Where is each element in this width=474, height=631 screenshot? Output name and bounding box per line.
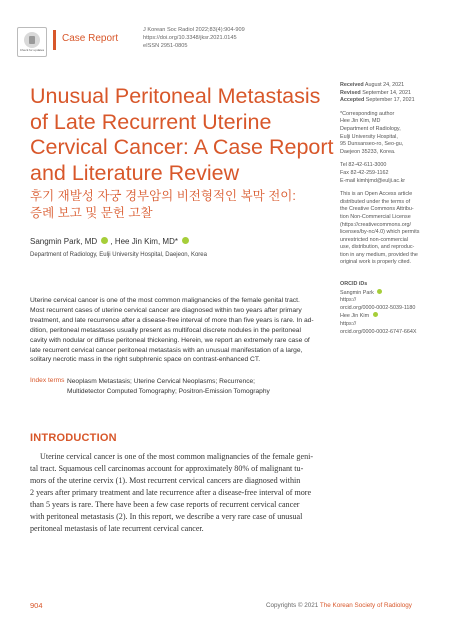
license-line: This is an Open Access article — [340, 191, 413, 198]
article-sidebar — [340, 82, 458, 336]
society-name: The Korean Society of Radiology — [319, 602, 412, 609]
abstract-line: cavity with nodular or diffuse peritoneal thickening. Herein, we report an extremely rare case of — [30, 336, 310, 344]
introduction-body — [30, 451, 340, 535]
abstract-line: Uterine cervical cancer is one of the most common malignancies of the female genital tract. — [30, 297, 300, 304]
article-title — [30, 84, 334, 186]
journal-eissn: eISSN 2951-0805 — [143, 43, 188, 49]
license-line: unrestricted non-commercial — [340, 236, 409, 243]
address-line: Hee Jin Kim, MD — [340, 118, 381, 125]
author-affiliation: Department of Radiology, Eulji University Hospital, Daejeon, Korea — [30, 252, 207, 258]
contact-tel: Tel 82-42-611-3000 — [340, 162, 387, 169]
accepted-label: Accepted — [340, 97, 365, 104]
abstract-line: late recurrent cervical cancer peritoneal metastasis with an unusual manifestation of a large, — [30, 346, 303, 354]
index-terms-line: Neoplasm Metastasis; Uterine Cervical Neoplasms; Recurrence; — [67, 378, 255, 385]
intro-line: than 5 years is rare. There have been a few case reports of recurrent cervical cancer — [30, 500, 300, 509]
page-number: 904 — [30, 601, 43, 610]
journal-info — [143, 26, 245, 50]
article-dates — [340, 82, 458, 105]
abstract — [30, 296, 330, 365]
license-line: use, distribution, and reproduc- — [340, 244, 415, 251]
check-for-updates-label: Check for updates — [19, 48, 45, 52]
orcid-heading: ORCID iDs — [340, 281, 368, 288]
intro-line: with peritoneal metastasis (2). In this report, we describe a very rare case of unusual — [30, 512, 303, 521]
intro-line: 2 years after primary treatment and late recurrence after a disease-free interval of more — [30, 488, 312, 497]
license-line: distributed under the terms of — [340, 198, 411, 205]
title-line: Cervical Cancer: A Case Report — [30, 135, 334, 159]
license-link[interactable]: (https://creativecommons.org/ — [340, 221, 412, 228]
header-accent-bar — [53, 30, 56, 50]
license-line: licenses/by-nc/4.0) which permits — [340, 229, 420, 236]
address-line: 95 Dunsanseo-ro, Seo-gu, — [340, 141, 404, 148]
korean-title-line: 증례 보고 및 문헌 고찰 — [30, 206, 153, 220]
contact-info — [340, 162, 458, 185]
title-line: and Literature Review — [30, 160, 240, 185]
introduction-heading: INTRODUCTION — [30, 432, 117, 444]
abstract-line: dition, peritoneal metastases usually present as multifocal discrete nodules in the peritoneal — [30, 326, 301, 334]
author-list: Sangmin Park, MD , Hee Jin Kim, MD* — [30, 237, 191, 246]
accepted-date: September 17, 2021 — [365, 97, 415, 104]
license-line: tion Non-Commercial License — [340, 213, 411, 220]
abstract-line: treatment, and late recurrence after a disease-free interval of more than five years is rare. In ad- — [30, 316, 314, 324]
license-line: tion in any medium, provided the — [340, 251, 418, 258]
intro-line: peritoneal metastasis of late recurrent cervical cancer. — [30, 524, 204, 533]
article-category: Case Report — [62, 33, 119, 44]
address-line: Eulji University Hospital, — [340, 133, 398, 140]
address-line: *Corresponding author — [340, 110, 395, 117]
bookmark-icon — [24, 32, 40, 48]
copyright-prefix: Copyrights © 2021 — [266, 602, 319, 609]
orcid-icon — [373, 312, 378, 317]
korean-title — [30, 188, 296, 222]
orcid-icon — [377, 289, 382, 294]
orcid-icon[interactable] — [182, 237, 189, 244]
orcid-link[interactable]: orcid.org/0000-0002-6747-664X — [340, 328, 417, 335]
author-name: Hee Jin Kim, MD* — [114, 237, 178, 246]
intro-line: Uterine cervical cancer is one of the most common malignancies of the female geni- — [40, 452, 314, 461]
journal-doi-link[interactable]: https://doi.org/10.3348/jksr.2021.0145 — [143, 35, 237, 41]
received-label: Received — [340, 82, 364, 88]
abstract-line: Most recurrent cases of uterine cervical cancer are diagnosed within two years after primary — [30, 306, 302, 314]
orcid-link[interactable]: https:// — [340, 297, 357, 304]
orcid-author-name: Hee Jin Kim — [340, 313, 370, 320]
received-date: August 24, 2021 — [364, 82, 405, 88]
license-line: original work is properly cited. — [340, 259, 412, 266]
abstract-line: solitary necrotic mass in the right subphrenic space on contrast-enhanced CT. — [30, 356, 261, 364]
check-for-updates-badge[interactable] — [17, 27, 47, 57]
contact-fax: Fax 82-42-259-1162 — [340, 169, 389, 176]
index-terms — [67, 377, 270, 397]
author-name: Sangmin Park, MD — [30, 237, 98, 246]
orcid-icon[interactable] — [101, 237, 108, 244]
copyright-notice — [266, 602, 412, 609]
orcid-link[interactable]: https:// — [340, 321, 357, 328]
orcid-link[interactable]: orcid.org/0000-0002-5039-1180 — [340, 304, 416, 311]
revised-date: September 14, 2021 — [362, 89, 412, 96]
index-terms-line: Multidetector Computed Tomography; Positron-Emission Tomography — [67, 388, 270, 395]
korean-title-line: 후기 재발성 자궁 경부암의 비전형적인 복막 전이: — [30, 189, 296, 203]
title-line: of Late Recurrent Uterine — [30, 109, 272, 134]
license-line: the Creative Commons Attribu- — [340, 206, 414, 213]
orcid-author-name: Sangmin Park — [340, 289, 374, 296]
intro-line: tal tract. Squamous cell carcinomas account for approximately 80% of malignant tu- — [30, 464, 304, 473]
intro-line: mors of the uterine cervix (1). Most recurrent cervical cancers are diagnosed within — [30, 476, 301, 485]
revised-label: Revised — [340, 89, 361, 96]
contact-email-link[interactable]: E-mail kimhjmd@eulji.ac.kr — [340, 177, 406, 184]
index-terms-label: Index terms — [30, 377, 65, 384]
license-notice — [340, 191, 458, 267]
title-line: Unusual Peritoneal Metastasis — [30, 84, 321, 108]
corresponding-address — [340, 111, 458, 157]
address-line: Department of Radiology, — [340, 125, 401, 132]
orcid-section — [340, 281, 458, 336]
address-line: Daejeon 35233, Korea. — [340, 148, 396, 155]
journal-citation: J Korean Soc Radiol 2022;83(4):904-909 — [143, 27, 245, 33]
